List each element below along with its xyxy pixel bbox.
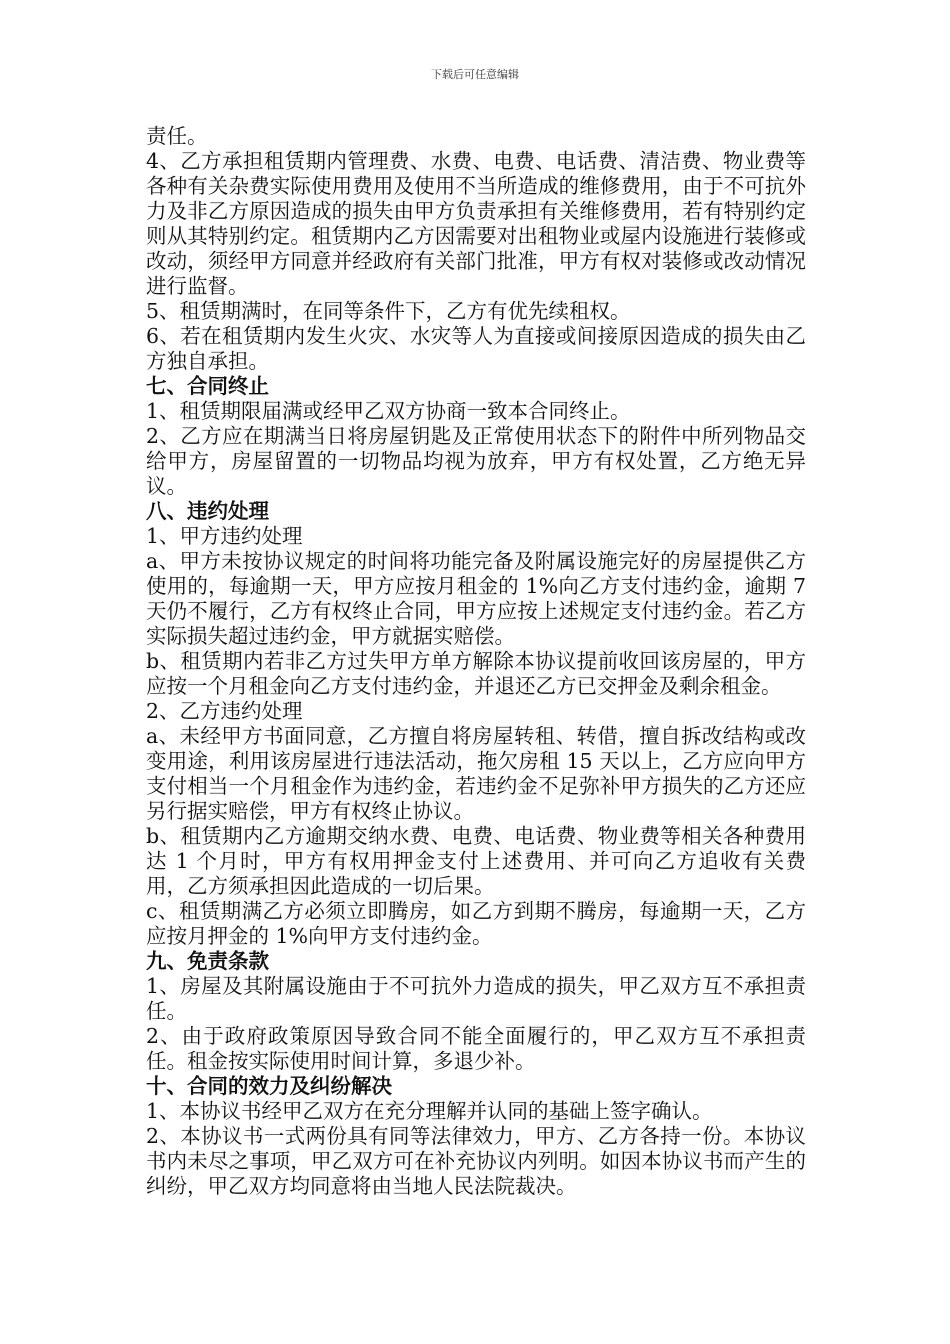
section-heading-10: 十、合同的效力及纠纷解决 [146,1074,392,1098]
clause-9-2: 2、由于政府政策原因导致合同不能全面履行的，甲乙双方互不承担责任。租金按实际使用时间计算，多退少补。 [146,1024,806,1073]
clause-10-2: 2、本协议书一式两份具有同等法律效力，甲方、乙方各持一份。本协议书内未尽之事项，甲乙双方可在补充协议内列明。如因本协议书而产生的纠纷，甲乙双方均同意将由当地人民法院裁决。 [146,1124,806,1198]
clause-8-1-a: a、甲方未按协议规定的时间将功能完备及附属设施完好的房屋提供乙方使用的，每逾期一天，甲方应按月租金的 1%向乙方支付违约金，逾期 7 天仍不履行，乙方有权终止合同，甲方应按上述规定支付违约金。若乙方实际损失超过违约金，甲方就据实赔偿。 [146,549,806,648]
clause-8-1-title: 1、甲方违约处理 [146,524,303,548]
clause-7-2: 2、乙方应在期满当日将房屋钥匙及正常使用状态下的附件中所列物品交给甲方，房屋留置的一切物品均视为放弃，甲方有权处置，乙方绝无异议。 [146,424,806,498]
clause-6-5: 5、租赁期满时，在同等条件下，乙方有优先续租权。 [146,299,631,323]
clause-10-1: 1、本协议书经甲乙双方在充分理解并认同的基础上签字确认。 [146,1099,713,1123]
clause-8-2-title: 2、乙方违约处理 [146,699,303,723]
clause-8-2-b: b、租赁期内乙方逾期交纳水费、电费、电话费、物业费等相关各种费用达 1 个月时，甲方有权用押金支付上述费用、并可向乙方追收有关费用，乙方须承担因此造成的一切后果。 [146,824,806,898]
page-header-note: 下载后可任意编辑 [431,68,519,81]
clause-8-2-a: a、未经甲方书面同意，乙方擅自将房屋转租、转借，擅自拆改结构或改变用途，利用该房屋进行违法活动，拖欠房租 15 天以上，乙方应向甲方支付相当一个月租金作为违约金，若违约金不足弥补甲方损失的乙方还应另行据实赔偿，甲方有权终止协议。 [146,724,806,823]
clause-6-6: 6、若在租赁期内发生火灾、水灾等人为直接或间接原因造成的损失由乙方独自承担。 [146,324,806,373]
document-body [146,124,806,1199]
clause-7-1: 1、租赁期限届满或经甲乙双方协商一致本合同终止。 [146,399,631,423]
clause-9-1: 1、房屋及其附属设施由于不可抗外力造成的损失，甲乙双方互不承担责任。 [146,974,806,1023]
clause-8-1-b: b、租赁期内若非乙方过失甲方单方解除本协议提前收回该房屋的，甲方应按一个月租金向乙方支付违约金，并退还乙方已交押金及剩余租金。 [146,649,806,698]
section-heading-9: 九、免责条款 [146,949,269,973]
section-heading-7: 七、合同终止 [146,374,269,398]
paragraph-continuation: 责任。 [146,124,208,148]
section-heading-8: 八、违约处理 [146,499,269,523]
clause-8-2-c: c、租赁期满乙方必须立即腾房，如乙方到期不腾房，每逾期一天，乙方应按月押金的 1%向甲方支付违约金。 [146,899,806,948]
clause-6-4: 4、乙方承担租赁期内管理费、水费、电费、电话费、清洁费、物业费等各种有关杂费实际使用费用及使用不当所造成的维修费用，由于不可抗外力及非乙方原因造成的损失由甲方负责承担有关维修费用，若有特别约定则从其特别约定。租赁期内乙方因需要对出租物业或屋内设施进行装修或改动，须经甲方同意并经政府有关部门批准，甲方有权对装修或改动情况进行监督。 [146,149,806,298]
